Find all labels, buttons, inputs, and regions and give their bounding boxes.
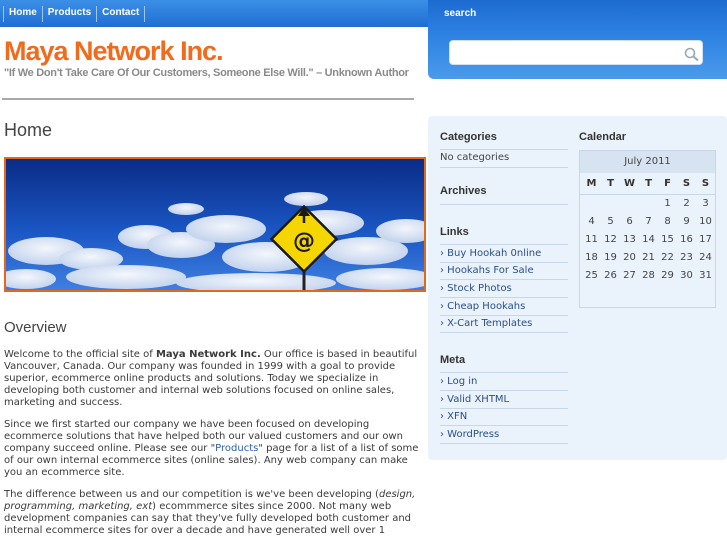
main-nav [3,6,145,22]
calendar-day: 9 [683,216,690,227]
calendar-day: 3 [702,198,709,209]
link-divider [440,297,568,298]
calendar-weekday-header: S [701,178,710,189]
calendar-day: 19 [604,252,617,263]
calendar-weekday-header: T [607,178,614,189]
calendar-day: 26 [604,270,617,281]
nav-home-link[interactable]: Home [3,6,42,22]
link-stock-photos[interactable]: › Stock Photos [440,283,512,294]
link-divider [440,262,568,263]
link-xcart-templates[interactable]: › X-Cart Templates [440,318,533,329]
calendar-day: 28 [642,270,655,281]
search-input[interactable] [449,40,703,65]
link-divider [440,315,568,316]
calendar-day: 30 [680,270,693,281]
meta-link-divider [440,390,568,391]
intro-paragraph: Welcome to the official site of Maya Network Inc. Our office is based in beautiful Vancouver, Canada. Our company was founded in 1999 with a goal to provide superior, ecommerce online products and solutions. Today we specialize in developing both customer and internal web solutions focused on online sales, marketing and success. [4,349,418,408]
links-divider [440,244,568,245]
meta-title: Meta [440,354,466,366]
calendar-day: 17 [699,234,712,245]
search-label: search [444,8,477,19]
calendar-day: 21 [642,252,655,263]
calendar-day: 5 [607,216,614,227]
nav-products-link[interactable]: Products [42,6,96,22]
link-divider [440,279,568,280]
meta-divider [440,372,568,373]
link-cheap-hookahs[interactable]: › Cheap Hookahs [440,301,526,312]
calendar-day: 11 [585,234,598,245]
meta-valid-xhtml-link[interactable]: › Valid XHTML [440,394,510,405]
site-tagline: "If We Don't Take Care Of Our Customers, Someone Else Will." – Unknown Author [4,67,409,79]
link-divider [440,332,568,333]
calendar-weekday-header: W [623,178,636,189]
meta-xfn-link[interactable]: › XFN [440,411,468,422]
calendar-day: 2 [683,198,690,209]
calendar-day: 22 [661,252,674,263]
link-buy-hookah-online[interactable]: › Buy Hookah 0nline [440,248,542,259]
sky-banner-image [4,157,426,292]
categories-bottom-divider [440,167,568,168]
no-categories-text: No categories [440,152,510,163]
calendar-day: 24 [699,252,712,263]
meta-link-divider [440,443,568,444]
main-content [4,349,419,545]
calendar-weekday-header: S [682,178,691,189]
calendar-day: 20 [623,252,636,263]
calendar-caption: July 2011 [580,151,715,173]
calendar-day: 1 [664,198,671,209]
header-divider [2,98,414,100]
links-title: Links [440,226,469,238]
page-title: Home [4,120,53,140]
calendar-weekday-header: T [645,178,652,189]
nav-contact-link[interactable]: Contact [96,6,145,22]
calendar-day: 12 [604,234,617,245]
calendar-title: Calendar [579,131,627,143]
site-title[interactable]: Maya Network Inc. [4,36,223,66]
magnifier-icon[interactable] [683,46,701,62]
calendar-day: 29 [661,270,674,281]
calendar-day: 15 [661,234,674,245]
difference-paragraph: The difference between us and our competition is we've been developing (design, programming, marketing, ext) ecommmerce sites since 2000. Not many web development companies can say that they've fully developed both customer and internal ecommerce sites for over a decade and have generated well over 1 [4,489,416,536]
sign-at-glyph: @ [293,229,315,254]
company-name: Maya Network Inc. [155,349,261,360]
calendar-day: 13 [623,234,636,245]
meta-link-divider [440,408,568,409]
calendar-weekday-header: M [586,178,597,189]
calendar-weekday-header: F [664,178,671,189]
calendar-header-divider [580,194,715,195]
calendar-day: 4 [588,216,595,227]
search-panel [428,0,727,79]
link-hookahs-for-sale[interactable]: › Hookahs For Sale [440,265,534,276]
calendar-day: 23 [680,252,693,263]
categories-title: Categories [440,131,497,143]
products-inline-link[interactable]: Products [215,443,259,454]
calendar-day: 25 [585,270,598,281]
calendar-day: 8 [664,216,671,227]
calendar-day: 14 [642,234,655,245]
categories-divider [440,149,568,150]
calendar-day: 10 [699,216,712,227]
calendar-day: 6 [626,216,633,227]
calendar-day: 31 [699,270,712,281]
calendar-day: 7 [645,216,652,227]
calendar-day: 16 [680,234,693,245]
meta-wordpress-link[interactable]: › WordPress [440,429,500,440]
archives-title: Archives [440,185,487,197]
overview-heading: Overview [4,319,67,336]
calendar-day: 27 [623,270,636,281]
archives-divider [440,204,568,205]
meta-link-divider [440,425,568,426]
meta-log-in-link[interactable]: › Log in [440,376,478,387]
calendar-day: 18 [585,252,598,263]
focus-paragraph: Since we first started our company we have been focused on developing ecommerce solutions that have helped both our valued customers and our own company succeed online. Please see our "Products" page for a list of a list of some of our own internal ecommerce sites (online sales). Any web company can make you an ecommerce site. [4,419,419,478]
calendar-widget [579,150,716,308]
